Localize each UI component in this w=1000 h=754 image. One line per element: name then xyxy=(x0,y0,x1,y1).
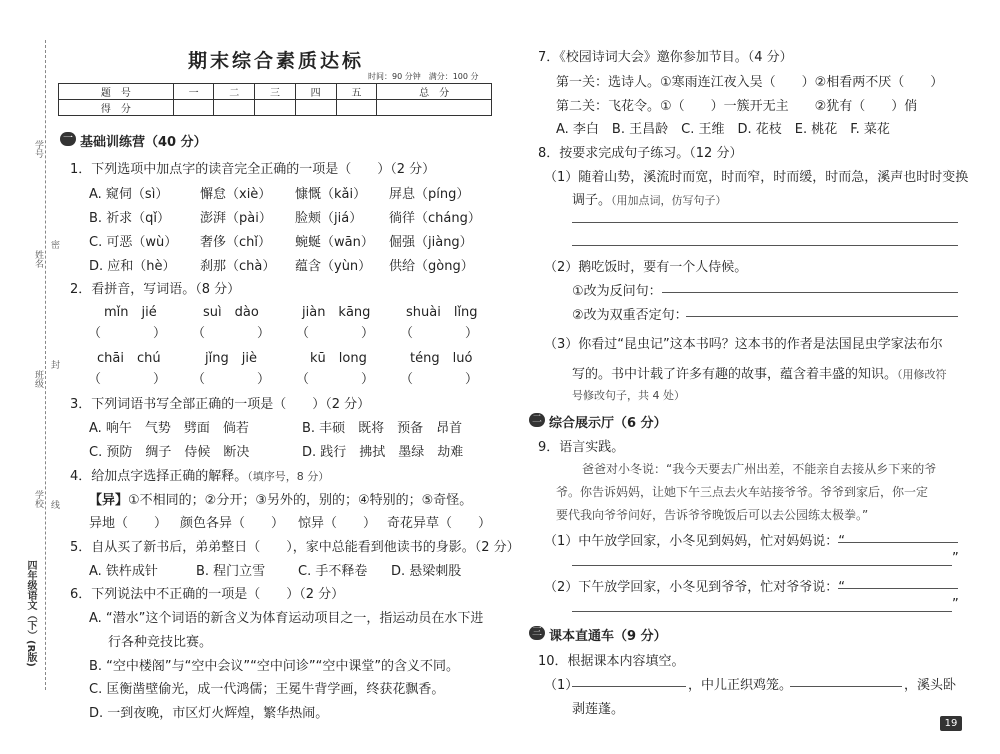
q10-s1-cont: 剥莲蓬。 xyxy=(572,702,625,717)
q1-stem: 1．下列选项中加点字的读音完全正确的一项是（ ）（2 分） xyxy=(70,162,436,177)
q8-s3-cont xyxy=(572,363,947,382)
q8-s3-tail: 写的。书中计载了许多有趣的故事，蕴含着丰盛的知识。 xyxy=(572,367,898,382)
pinyin: mǐn jié xyxy=(104,305,157,320)
q1-option: 屏息（píng） xyxy=(389,187,470,202)
q9-s1: （1）中午放学回家，小冬见到妈妈，忙对妈妈说：“ xyxy=(544,534,846,549)
q1-option: 懈怠（xiè） xyxy=(200,187,272,202)
section-badge: 二 xyxy=(529,413,545,427)
q7-line-2: 第二关：飞花令。①（ ）一簇开无主 ②犹有（ ）俏 xyxy=(556,99,918,114)
pinyin: jiàn kāng xyxy=(302,305,371,320)
q1-option: 奢侈（chǐ） xyxy=(200,235,271,250)
q4-item: 惊异（ ） xyxy=(298,516,377,531)
q8-s2: （2）鹅吃饭时，要有一个人侍候。 xyxy=(544,260,748,275)
margin-cut-mi: 密 xyxy=(49,240,59,249)
q5-option: D. 悬梁刺股 xyxy=(391,564,462,579)
q4-note: （填序号，8 分） xyxy=(247,470,330,483)
q3-option: C. 预防 绸子 侍候 断决 xyxy=(89,445,250,460)
answer-blank[interactable]: （ ） xyxy=(296,326,375,341)
answer-blank[interactable]: （ ） xyxy=(296,372,375,387)
score-table xyxy=(58,83,492,116)
q9-s2: （2）下午放学回家，小冬见到爷爷，忙对爷爷说：“ xyxy=(544,580,846,595)
answer-line[interactable] xyxy=(838,542,958,543)
binding-dashed-line xyxy=(45,40,46,690)
q1-option: A. 窥伺（sì） xyxy=(89,187,169,202)
margin-label-student-id: 学号 xyxy=(33,140,43,158)
q1-option: 蜿蜒（wān） xyxy=(295,235,374,250)
margin-label-school: 学校 xyxy=(33,490,43,508)
answer-blank[interactable]: （ ） xyxy=(88,326,167,341)
q9-passage: 爸爸对小冬说：“我今天要去广州出差，不能亲自去接从乡下来的爷 xyxy=(582,462,937,476)
close-quote: ” xyxy=(952,551,959,566)
answer-line[interactable] xyxy=(572,222,958,223)
q8-s1-note: （用加点词，仿写句子） xyxy=(611,194,727,207)
q9-passage: 要代我向爷爷问好，告诉爷爷晚饭后可以去公园练太极拳。” xyxy=(556,508,869,522)
q8-s1: （1）随着山势，溪流时而宽，时而窄，时而缓，时而急，溪声也时时变换 xyxy=(544,170,969,185)
q8-s2a: ①改为反问句： xyxy=(572,284,662,299)
q1-option: 蕴含（yùn） xyxy=(295,259,372,274)
q8-s1-cont xyxy=(572,189,727,208)
q6-option-a: A. “潜水”这个词语的新含义为体育运动项目之一，指运动员在水下进 xyxy=(89,611,484,626)
q3-stem: 3．下列词语书写全部正确的一项是（ ）（2 分） xyxy=(70,397,371,412)
section-3-header xyxy=(529,625,719,644)
page-title: 期末综合素质达标 xyxy=(188,50,365,72)
q6-stem: 6．下列说法中不正确的一项是（ ）（2 分） xyxy=(70,587,345,602)
margin-label-class: 班级 xyxy=(33,370,43,388)
q1-option: D. 应和（hè） xyxy=(89,259,176,274)
section-title: 课本直通车（9 分） xyxy=(549,629,667,644)
q10-s1-mid: ，中儿正织鸡笼。 xyxy=(688,678,793,693)
section-title: 综合展示厅（6 分） xyxy=(549,416,667,431)
q4-item: 颜色各异（ ） xyxy=(180,516,285,531)
answer-line[interactable] xyxy=(838,588,958,589)
answer-line[interactable] xyxy=(790,686,902,687)
q8-stem: 8．按要求完成句子练习。（12 分） xyxy=(538,146,743,161)
section-2-header xyxy=(529,412,719,431)
q1-option: 慷慨（kǎi） xyxy=(295,187,367,202)
q4-def-text: ①不相同的；②分开；③另外的，别的；④特别的；⑤奇怪。 xyxy=(128,493,473,508)
score-header-cell: 二 xyxy=(214,84,255,100)
q7-line-1: 第一关：选诗人。①寒雨连江夜入吴（ ）②相看两不厌（ ） xyxy=(556,75,944,90)
q5-option: C. 手不释卷 xyxy=(298,564,368,579)
q4-item: 奇花异草（ ） xyxy=(387,516,492,531)
score-header-cell: 总 分 xyxy=(377,84,492,100)
q6-option-c: C. 匡衡凿壁偷光，成一代鸿儒；王冕牛背学画，终获花飘香。 xyxy=(89,682,445,697)
q5-option: A. 铁杵成针 xyxy=(89,564,158,579)
section-badge: 三 xyxy=(529,626,545,640)
q8-s3: （3）你看过“昆虫记”这本书吗？这本书的作者是法国昆虫学家法布尔 xyxy=(544,337,943,352)
q9-passage: 爷。你告诉妈妈，让她下午三点去火车站接爷爷。爷爷到家后，你一定 xyxy=(556,485,929,499)
answer-blank[interactable]: （ ） xyxy=(192,372,271,387)
section-title: 基础训练营（40 分） xyxy=(80,135,207,150)
pinyin: jǐng jiè xyxy=(205,351,257,366)
margin-cut-xian: 线 xyxy=(49,500,59,509)
answer-line[interactable] xyxy=(572,611,952,612)
q7-options: A. 李白 B. 王昌龄 C. 王维 D. 花枝 E. 桃花 F. 菜花 xyxy=(556,122,890,137)
pinyin: téng luó xyxy=(410,351,473,366)
pinyin: suì dào xyxy=(203,305,259,320)
answer-line[interactable] xyxy=(662,292,958,293)
score-row-label: 得 分 xyxy=(59,100,174,116)
margin-label-name: 姓名 xyxy=(33,250,43,268)
pinyin: kū long xyxy=(310,351,367,366)
q1-option: 脸颊（jiá） xyxy=(295,211,363,226)
book-brand: 四年级语文（下）(R版) xyxy=(25,560,36,667)
time-info: 时间：90 分钟 满分：100 分 xyxy=(368,72,479,81)
q4-stem-text: 4．给加点字选择正确的解释。 xyxy=(70,469,248,484)
q9-stem: 9．语言实践。 xyxy=(538,440,625,455)
answer-line[interactable] xyxy=(686,316,958,317)
q8-s3-note: （用修改符 xyxy=(897,368,947,381)
section-badge: 一 xyxy=(60,132,76,146)
q1-option: 供给（gòng） xyxy=(389,259,474,274)
q1-option: 刹那（chà） xyxy=(200,259,276,274)
q6-option-b: B. “空中楼阁”与“空中会议”“空中问诊”“空中课堂”的含义不同。 xyxy=(89,659,460,674)
q4-item: 异地（ ） xyxy=(89,516,168,531)
margin-cut-feng: 封 xyxy=(49,360,59,369)
score-cell[interactable] xyxy=(255,100,296,116)
answer-blank[interactable]: （ ） xyxy=(192,326,271,341)
score-header-cell: 题 号 xyxy=(59,84,174,100)
answer-blank[interactable]: （ ） xyxy=(400,372,479,387)
q1-option: 澎湃（pài） xyxy=(200,211,272,226)
q1-option: C. 可恶（wù） xyxy=(89,235,178,250)
section-1-header xyxy=(60,131,250,150)
q3-option: D. 践行 拂拭 墨绿 劫难 xyxy=(302,445,464,460)
answer-line[interactable] xyxy=(572,686,686,687)
q4-defs xyxy=(89,489,472,508)
q6-option-a-cont: 行各种竞技比赛。 xyxy=(108,635,213,650)
q10-s1-end: ，溪头卧 xyxy=(904,678,957,693)
q1-option: B. 祈求（qǐ） xyxy=(89,211,171,226)
score-header-cell: 一 xyxy=(173,84,214,100)
q8-s2b: ②改为双重否定句： xyxy=(572,308,688,323)
score-cell[interactable] xyxy=(173,100,214,116)
pinyin: shuài lǐng xyxy=(406,305,478,320)
answer-blank[interactable]: （ ） xyxy=(400,326,479,341)
q5-option: B. 程门立雪 xyxy=(196,564,266,579)
score-header-cell: 四 xyxy=(295,84,336,100)
q6-option-d: D. 一到夜晚，市区灯火辉煌，繁华热闹。 xyxy=(89,706,329,721)
score-header-cell: 五 xyxy=(336,84,377,100)
q3-option: B. 丰硕 既将 预备 昂首 xyxy=(302,421,463,436)
q1-option: 倔强（jiàng） xyxy=(389,235,473,250)
score-cell[interactable] xyxy=(214,100,255,116)
score-header-cell: 三 xyxy=(255,84,296,100)
answer-line[interactable] xyxy=(572,565,952,566)
score-cell[interactable] xyxy=(336,100,377,116)
pinyin: chāi chú xyxy=(97,351,161,366)
q8-s3-note-cont: 号修改句子，共 4 处） xyxy=(572,389,685,402)
q10-stem: 10．根据课本内容填空。 xyxy=(538,654,685,669)
answer-blank[interactable]: （ ） xyxy=(88,372,167,387)
page-number: 19 xyxy=(940,716,962,731)
q1-option: 徜徉（cháng） xyxy=(389,211,481,226)
answer-line[interactable] xyxy=(572,245,958,246)
q3-option: A. 响午 气势 劈面 倘若 xyxy=(89,421,249,436)
q4-def-label: 【异】 xyxy=(89,493,129,508)
q5-stem: 5．自从买了新书后，弟弟整日（ ），家中总能看到他读书的身影。（2 分） xyxy=(70,540,520,555)
q2-stem: 2．看拼音，写词语。（8 分） xyxy=(70,282,241,297)
q4-stem xyxy=(70,465,329,484)
q7-stem: 7．《校园诗词大会》邀你参加节目。（4 分） xyxy=(538,50,793,65)
q8-s1-tail: 调子。 xyxy=(572,193,612,208)
q10-s1: （1） xyxy=(544,678,579,693)
score-cell[interactable] xyxy=(377,100,492,116)
score-cell[interactable] xyxy=(295,100,336,116)
close-quote: ” xyxy=(952,597,959,612)
